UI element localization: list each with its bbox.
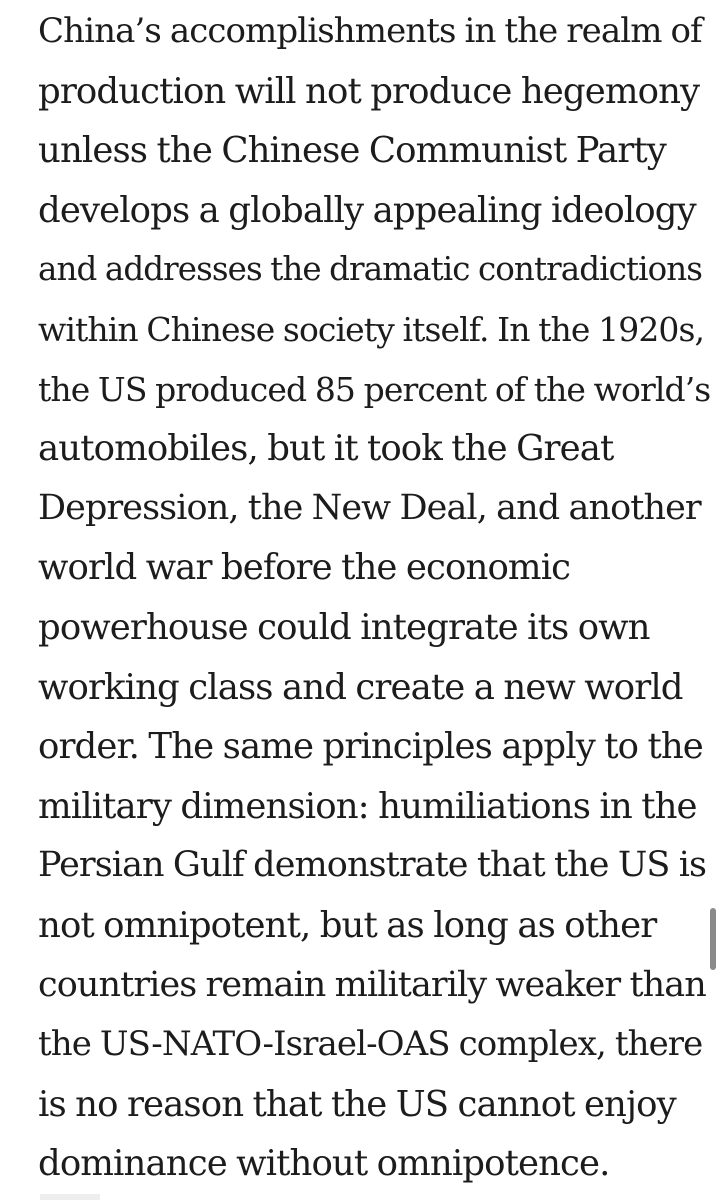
paragraph-line: order. The same principles apply to the	[38, 726, 703, 768]
paragraph-line: production will not produce hegemony	[38, 70, 700, 112]
paragraph-line: within Chinese society itself. In the 1920s,	[38, 309, 705, 349]
paragraph-line: and addresses the dramatic contradictions	[38, 250, 703, 289]
paragraph-line: working class and create a new world	[38, 666, 683, 708]
paragraph-line: military dimension: humiliations in the	[38, 785, 697, 827]
paragraph-line: automobiles, but it took the Great	[38, 428, 614, 470]
paragraph-line: China’s accomplishments in the realm of	[38, 11, 702, 51]
paragraph-line: countries remain militarily weaker than	[38, 964, 706, 1005]
paragraph-line: dominance without omnipotence.	[38, 1143, 610, 1185]
paragraph-line: develops a globally appealing ideology	[38, 189, 696, 231]
paragraph-line: Persian Gulf demonstrate that the US is	[38, 845, 707, 886]
paragraph-line: not omnipotent, but as long as other	[38, 904, 657, 946]
paragraph-line: the US produced 85 percent of the world’s	[38, 369, 711, 409]
paragraph-line: the US-NATO-Israel-OAS complex, there	[38, 1024, 703, 1065]
scrollbar-thumb[interactable]	[710, 908, 716, 970]
paragraph-line: world war before the economic	[38, 547, 571, 589]
paragraph-line: Depression, the New Deal, and another	[38, 487, 701, 528]
paragraph-line: powerhouse could integrate its own	[38, 606, 650, 648]
paragraph-line: unless the Chinese Communist Party	[38, 130, 666, 172]
paragraph-line: is no reason that the US cannot enjoy	[38, 1083, 676, 1125]
article-paragraph	[38, 2, 711, 1194]
bottom-edge-shade	[40, 1194, 100, 1200]
